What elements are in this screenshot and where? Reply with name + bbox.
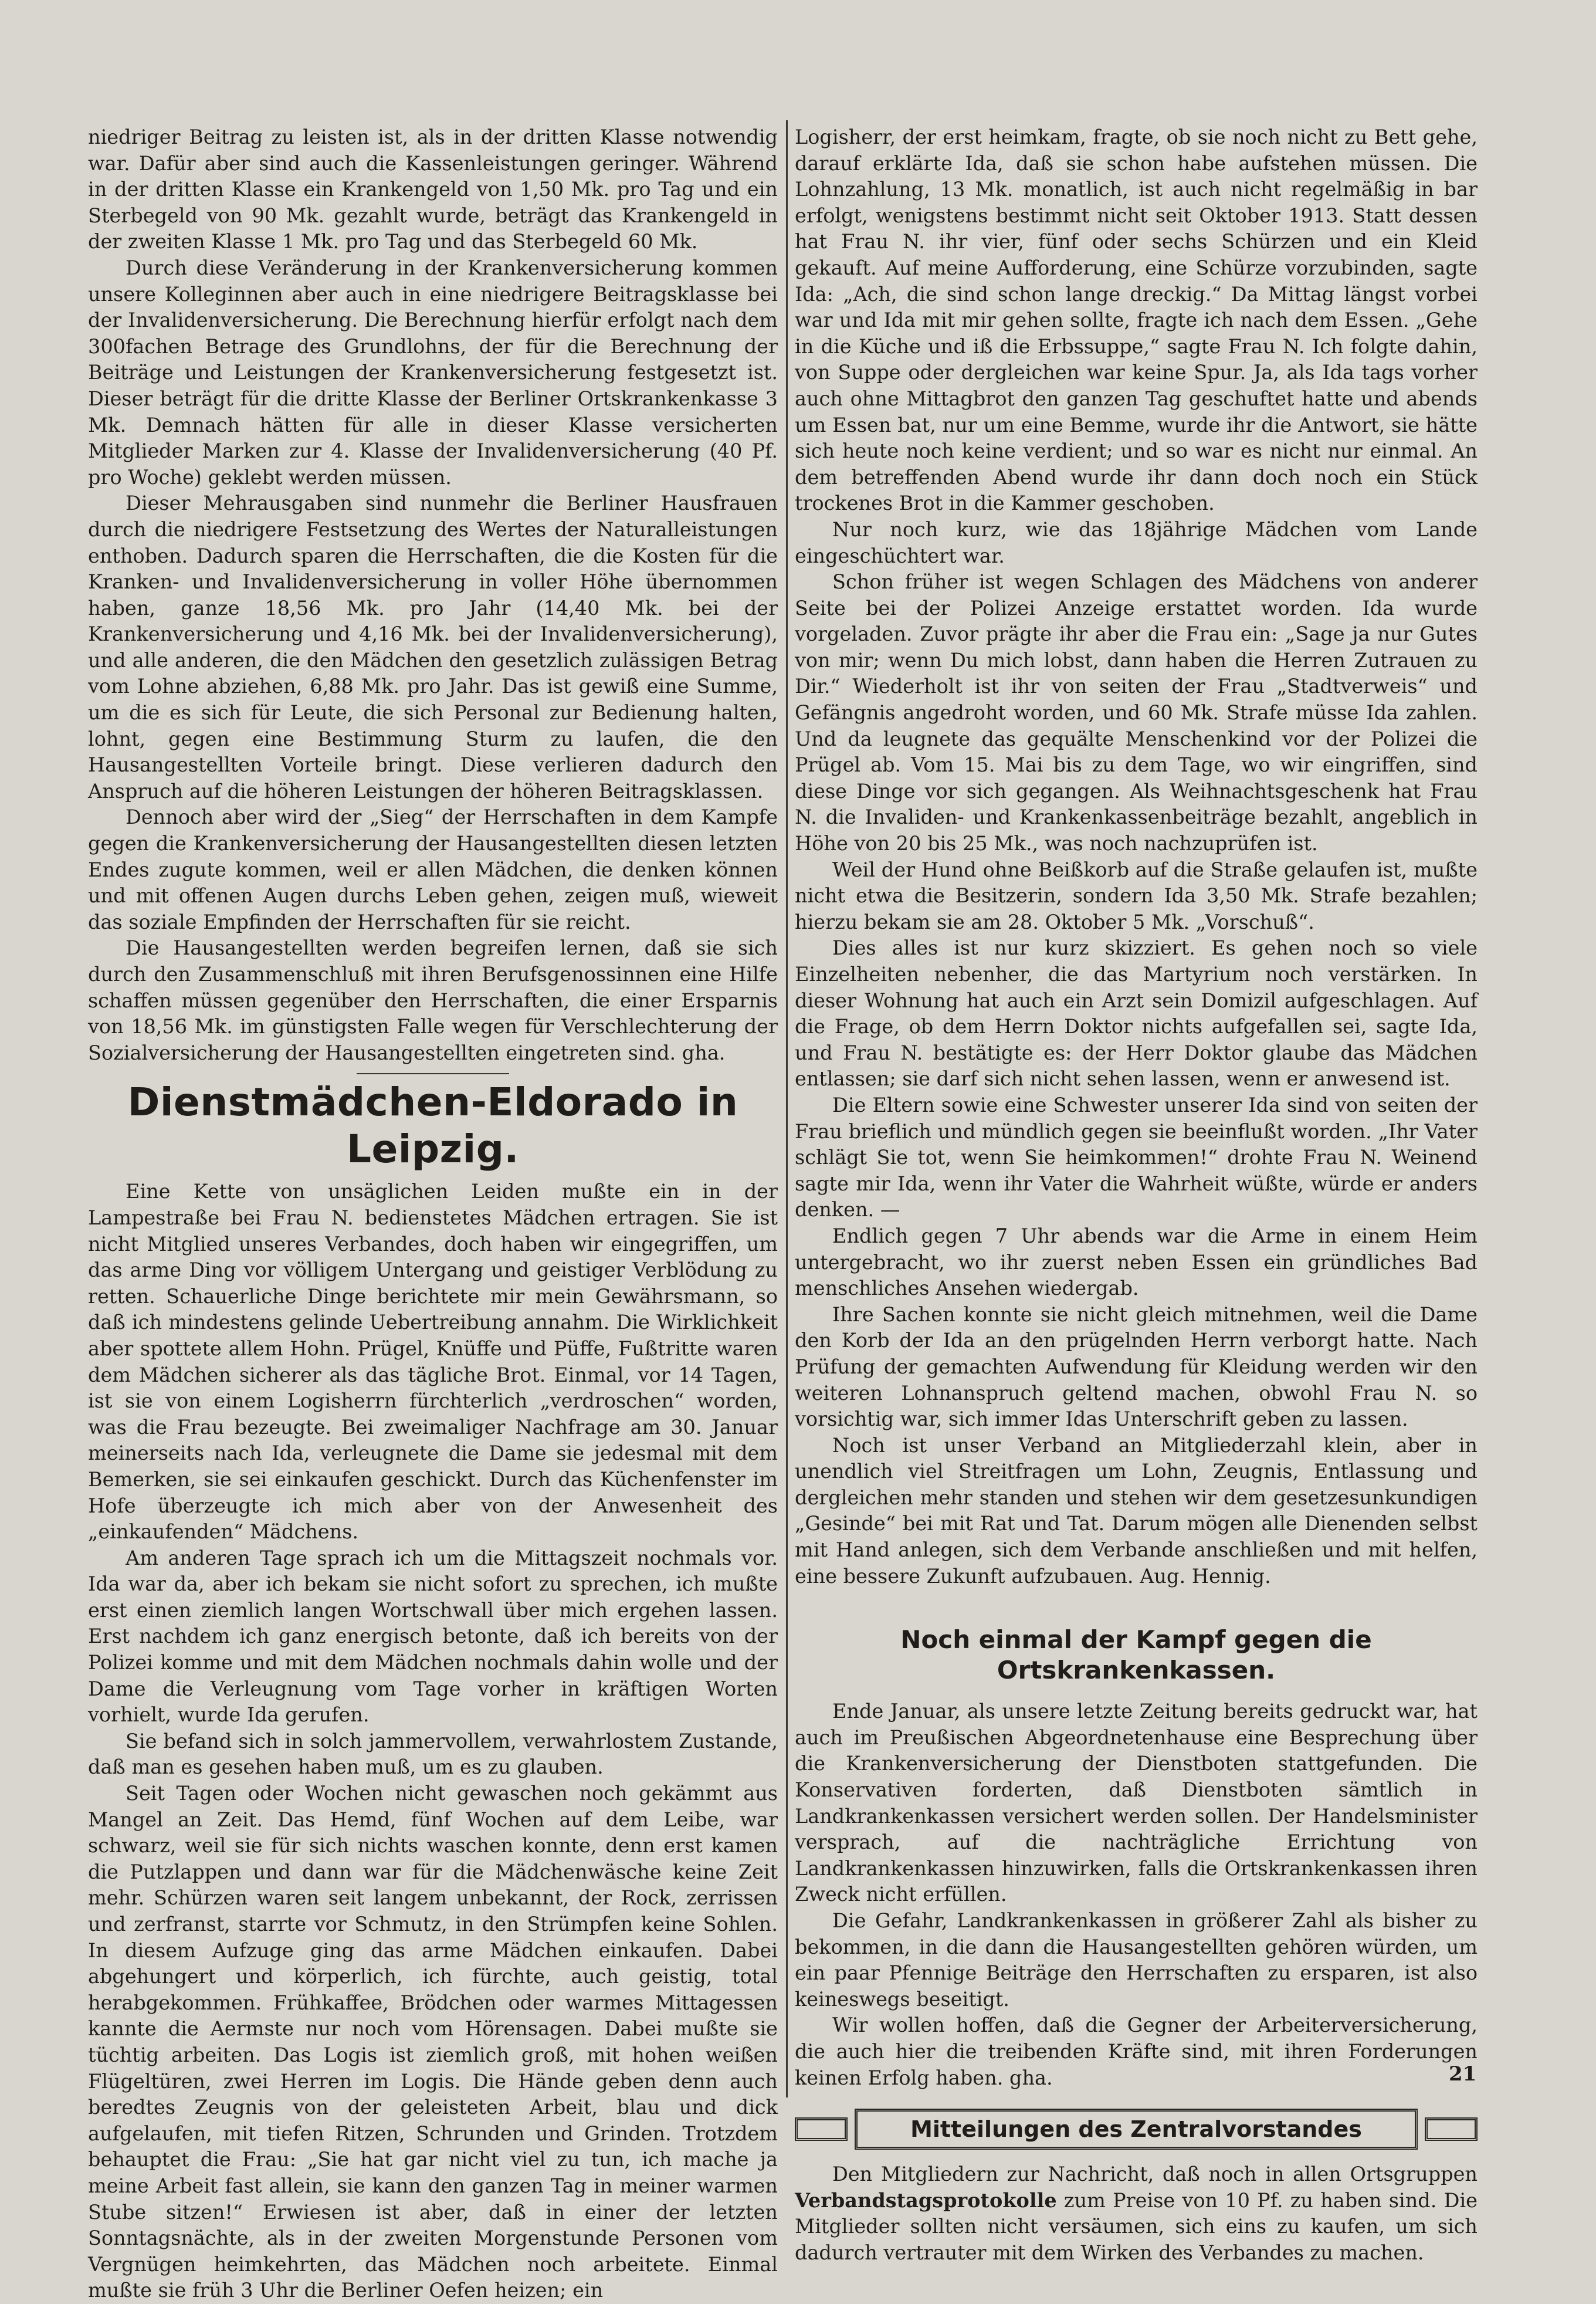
notice-text-start: Den Mitgliedern zur Nachricht, daß noch in allen Ortsgruppen [832,2163,1478,2186]
paragraph: Eine Kette von unsäglichen Leiden mußte ein in der Lampestraße bei Frau N. bedienstetes Mädchen ertragen. Sie ist nicht Mitglied unseres Verbandes, doch haben wir eingegriffen, um das arme Ding vor völligem Untergang und geistiger Verblödung zu retten. Schauerliche Dinge berichtete mir mein Gewährsmann, so daß ich mindestens gelinde Uebertreibung annahm. Die Wirklichkeit aber spottete allem Hohn. Prügel, Knüffe und Püffe, Fußtritte waren dem Mädchen sicherer als das tägliche Brot. Einmal, vor 14 Tagen, ist sie von einem Logisherrn fürchterlich „verdroschen“ worden, was die Frau bezeugte. Bei zweimaliger Nachfrage am 30. Januar meinerseits nach Ida, verleugnete die Dame sie jedesmal mit dem Bemerken, sie sei einkaufen geschickt. Durch das Küchenfenster im Hofe überzeugte ich mich aber von der Anwesenheit des „einkaufenden“ Mädchens. [88,1180,778,1544]
paragraph: Dies alles ist nur kurz skizziert. Es gehen noch so viele Einzelheiten nebenher, die das Martyrium noch verstärken. In dieser Wohnung hat auch ein Arzt sein Domizil aufgeschlagen. Auf die Frage, ob dem Herrn Doktor nichts aufgefallen sei, sagte Ida, und Frau N. bestätigte es: der Herr Doktor glaube das Mädchen entlassen; sie darf sich nicht sehen lassen, wenn er anwesend ist. [795,936,1478,1091]
paragraph: Am anderen Tage sprach ich um die Mittagszeit nochmals vor. Ida war da, aber ich bekam sie nicht sofort zu sprechen, ich mußte erst einen ziemlich langen Wortschwall über mich ergehen lassen. Erst nachdem ich ganz energisch betonte, daß ich bereits von der Polizei komme und mit dem Mädchen nochmals dahin wolle und der Dame die Verleugnung vom Tage vorher in kräftigen Worten vorhielt, wurde Ida gerufen. [88,1546,778,1727]
paragraph: Die Eltern sowie eine Schwester unserer Ida sind von seiten der Frau brieflich und mündlich gegen sie beeinflußt worden. „Ihr Vater schlägt Sie tot, wenn Sie heimkommen!“ drohte Frau N. Weinend sagte mir Ida, wenn ihr Vater die Wahrheit wüßte, würde er anders denken. — [795,1093,1478,1222]
boxed-section-header [795,2109,1478,2150]
paragraph: Weil der Hund ohne Beißkorb auf die Straße gelaufen ist, mußte nicht etwa die Besitzerin, sondern Ida 3,50 Mk. Strafe bezahlen; hierzu bekam sie am 28. Oktober 5 Mk. „Vorschuß“. [795,858,1478,933]
paragraph: Sie befand sich in solch jammervollem, verwahrlostem Zustande, daß man es gesehen haben muß, um es zu glauben. [88,1729,778,1779]
paragraph: Ende Januar, als unsere letzte Zeitung bereits gedruckt war, hat auch im Preußischen Abgeordnetenhause eine Besprechung über die Krankenversicherung der Dienstboten stattgefunden. Die Konservativen forderten, daß Dienstboten sämtlich in Landkrankenkassen versichert werden sollen. Der Handelsminister versprach, auf die nachträgliche Errichtung von Landkrankenkassen hinzuwirken, falls die Ortskrankenkassen ihren Zweck nicht erfüllen. [795,1700,1478,1906]
paragraph: Durch diese Veränderung in der Krankenversicherung kommen unsere Kolleginnen aber auch in eine niedrigere Beitragsklasse bei der Invalidenversicherung. Die Berechnung hierfür erfolgt nach dem 300fachen Betrage des Grundlohns, der für die Berechnung der Beiträge und Leistungen der Krankenversicherung festgesetzt ist. Dieser beträgt für die dritte Klasse der Berliner Ortskrankenkasse 3 Mk. Demnach hätten für alle in dieser Klasse versicherten Mitglieder Marken zur 4. Klasse der Invalidenversicherung (40 Pf. pro Woche) geklebt werden müssen. [88,256,778,489]
paragraph: Dieser Mehrausgaben sind nunmehr die Berliner Hausfrauen durch die niedrigere Festsetzung des Wertes der Naturalleistungen enthoben. Dadurch sparen die Herrschaften, die die Kosten für die Kranken- und Invalidenversicherung in voller Höhe übernommen haben, ganze 18,56 Mk. pro Jahr (14,40 Mk. bei der Krankenversicherung und 4,16 Mk. bei der Invalidenversicherung), und alle anderen, die den Mädchen den gesetzlich zulässigen Betrag vom Lohne abziehen, 6,88 Mk. pro Jahr. Das ist gewiß eine Summe, um die es sich für Leute, die sich Personal zur Bedienung halten, lohnt, gegen eine Bestimmung Sturm zu laufen, die den Hausangestellten Vorteile bringt. Diese verlieren dadurch den Anspruch auf die höheren Leistungen der höheren Beitragsklassen. [88,492,778,803]
paragraph: Noch ist unser Verband an Mitgliederzahl klein, aber in unendlich viel Streitfragen um Lohn, Zeugnis, Entlassung und dergleichen mehr standen und stehen wir dem gesetzesunkundigen „Gesinde“ bei mit Rat und Tat. Darum mögen alle Dienenden selbst mit Hand anlegen, sich dem Verbande anschließen und mit helfen, eine bessere Zukunft aufzubauen. Aug. Hennig. [795,1433,1478,1588]
section-divider [357,1073,509,1074]
boxed-section-title: Mitteilungen des Zentralvorstandes [855,2109,1418,2150]
paragraph: Ihre Sachen konnte sie nicht gleich mitnehmen, weil die Dame den Korb der Ida an den prügelnden Herrn verborgt hatte. Nach Prüfung der gemachten Aufwendung für Kleidung werden wir den weiteren Lohnanspruch geltend machen, obwohl Frau N. so vorsichtig war, sich immer Idas Unterschrift geben zu lassen. [795,1302,1478,1431]
page-number: 21 [1449,2062,1477,2086]
article-headline: Dienstmädchen-Eldorado in Leipzig. [127,1080,738,1172]
paragraph: Wir wollen hoffen, daß die Gegner der Arbeiterversicherung, die auch hier die treibenden Kräfte sind, mit ihren Forderungen keinen Erfolg haben. gha. [795,2014,1478,2089]
paragraph: Schon früher ist wegen Schlagen des Mädchens von anderer Seite bei der Polizei Anzeige erstattet worden. Ida wurde vorgeladen. Zuvor prägte ihr aber die Frau ein: „Sage ja nur Gutes von mir; wenn Du mich lobst, dann haben die Herren Zutrauen zu Dir.“ Wiederholt ist ihr von seiten der Frau „Stadtverweis“ und Gefängnis angedroht worden, und 60 Mk. Strafe müsse Ida zahlen. Und da leugnete das gequälte Menschenkind vor der Polizei die Prügel ab. Vom 15. Mai bis zu dem Tage, wo wir eingriffen, sind diese Dinge vor sich gegangen. Als Weihnachtsgeschenk hat Frau N. die Invaliden- und Krankenkassenbeiträge bezahlt, angeblich in Höhe von 20 bis 25 Mk., was noch nachzuprüfen ist. [795,570,1478,855]
column-rule [786,120,788,2097]
paragraph: Seit Tagen oder Wochen nicht gewaschen noch gekämmt aus Mangel an Zeit. Das Hemd, fünf Wochen auf dem Leibe, war schwarz, weil sie für sich nichts waschen konnte, denn erst kamen die Putzlappen und dann war für die Mädchenwäsche keine Zeit mehr. Schürzen waren seit langem unbekannt, der Rock, zerrissen und zerfranst, starrte vor Schmutz, in den Strümpfen keine Sohlen. In diesem Aufzuge ging das arme Mädchen einkaufen. Dabei abgehungert und körperlich, ich fürchte, auch geistig, total herabgekommen. Frühkaffee, Brödchen oder warmes Mittagessen kannte die Aermste nur noch vom Hörensagen. Dabei mußte sie tüchtig arbeiten. Das Logis ist ziemlich groß, mit hohen weißen Flügeltüren, zwei Herren im Logis. Die Hände geben denn auch beredtes Zeugnis von der geleisteten Arbeit, blau und dick aufgelaufen, mit tiefen Ritzen, Schrunden und Grinden. Trotzdem behauptet die Frau: „Sie hat gar nicht viel zu tun, ich mache ja meine Arbeit fast allein, sie kann den ganzen Tag in meiner warmen Stube sitzen!“ Erwiesen ist aber, daß in einer der letzten Sonntagsnächte, als in der zweiten Morgenstunde Personen vom Vergnügen heimkehrten, das Mädchen noch arbeitete. Einmal mußte sie früh 3 Uhr die Berliner Oefen heizen; ein [88,1782,778,2302]
paragraph: Logisherr, der erst heimkam, fragte, ob sie noch nicht zu Bett gehe, darauf erklärte Ida, daß sie schon habe aufstehen müssen. Die Lohnzahlung, 13 Mk. monatlich, ist auch nicht regelmäßig in bar erfolgt, wenigstens bestimmt nicht seit Oktober 1913. Statt dessen hat Frau N. ihr vier, fünf oder sechs Schürzen und ein Kleid gekauft. Auf meine Aufforderung, eine Schürze vorzubinden, sagte Ida: „Ach, die sind schon lange dreckig.“ Da Mittag längst vorbei war und Ida mit mir gehen sollte, fragte ich nach dem Essen. „Gehe in die Küche und iß die Erbssuppe,“ sagte Frau N. Ich folgte dahin, von Suppe oder dergleichen war keine Spur. Ja, als Ida tags vorher auch ohne Mittagbrot den ganzen Tag geschuftet hatte und abends um Essen bat, nur um eine Bemme, wurde ihr die Antwort, sie hätte sich heute noch keine verdient; und so war es nicht nur einmal. An dem betreffenden Abend wurde ihr dann doch noch ein Stück trockenes Brot in die Kammer geschoben. [795,126,1478,515]
article-subheadline: Noch einmal der Kampf gegen die Ortskrankenkassen. [900,1625,1372,1685]
left-column [88,124,778,2304]
frame-ornament-left [795,2117,848,2141]
frame-ornament-right [1425,2117,1478,2141]
paragraph: niedriger Beitrag zu leisten ist, als in der dritten Klasse notwendig war. Dafür aber sind auch die Kassenleistungen geringer. Während in der dritten Klasse ein Krankengeld von 1,50 Mk. pro Tag und ein Sterbegeld von 90 Mk. gezahlt wurde, beträgt das Krankengeld in der zweiten Klasse 1 Mk. pro Tag und das Sterbegeld 60 Mk. [88,126,778,253]
paragraph: Endlich gegen 7 Uhr abends war die Arme in einem Heim untergebracht, wo ihr zuerst neben Essen ein gründliches Bad menschliches Ansehen wiedergab. [795,1224,1478,1300]
notice-bold-term: Verbandstagsprotokolle [795,2188,1057,2212]
paragraph: Nur noch kurz, wie das 18jährige Mädchen vom Lande eingeschüchtert war. [795,517,1478,567]
paragraph: Dennoch aber wird der „Sieg“ der Herrschaften in dem Kampfe gegen die Krankenversicherung der Hausangestellten diesen letzten Endes zugute kommen, weil er allen Mädchen, die denken können und mit offenen Augen durchs Leben gehen, zeigen muß, wieweit das soziale Empfinden der Herrschaften für sie reicht. [88,806,778,933]
notice-paragraph [795,2161,1478,2266]
paragraph: Die Hausangestellten werden begreifen lernen, daß sie sich durch den Zusammenschluß mit ihren Berufsgenossinnen eine Hilfe schaffen müssen gegenüber den Herrschaften, die einer Ersparnis von 18,56 Mk. im günstigsten Falle wegen für Verschlechterung der Sozialversicherung der Hausangestellten eingetreten sind. gha. [88,936,778,1064]
paragraph: Die Gefahr, Landkrankenkassen in größerer Zahl als bisher zu bekommen, in die dann die Hausangestellten gehören würden, um ein paar Pfennige Beiträge den Herrschaften zu ersparen, ist also keineswegs beseitigt. [795,1909,1478,2011]
right-column [795,124,1478,2266]
notice-text-end: zum Preise von 10 Pf. zu haben sind. Die Mitglieder sollten nicht versäumen, sich eins zu kaufen, um sich dadurch vertrauter mit dem Wirken des Verbandes zu machen. [795,2188,1478,2264]
